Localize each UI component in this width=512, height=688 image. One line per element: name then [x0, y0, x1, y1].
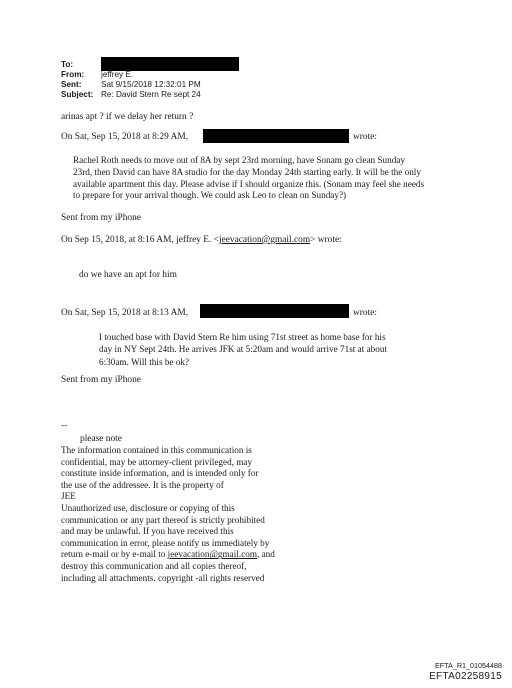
- quote1-line: available apartment this day. Please advise if I should organize this. (Sonam may feel she needs: [73, 178, 425, 189]
- redaction-quote3-sender: [200, 304, 349, 318]
- quote1-line: to prepare for your arrival though. We could ask Leo to clean on Sunday?): [73, 190, 347, 201]
- notice-line: including all attachments. copyright -all rights reserved: [61, 572, 265, 583]
- notice-line: communication in error, please notify us immediately by: [61, 537, 270, 548]
- sent-label: Sent:: [61, 80, 82, 89]
- redaction-to: [101, 57, 239, 71]
- quote3-line: I touched base with David Stern Re him using 71st street as home base for his: [99, 332, 386, 342]
- notice-line: constitute inside information, and is intended only for: [61, 468, 259, 479]
- redaction-quote1-sender: [203, 129, 349, 143]
- quote2-attribution: [61, 234, 342, 247]
- notice-line: [61, 549, 275, 561]
- quote1-line: Rachel Roth needs to move out of 8A by sept 23rd morning, have Sonam go clean Sunday: [73, 155, 405, 165]
- please-note: please note: [80, 434, 122, 444]
- quote3-line: day in NY Sept 24th. He arrives JFK at 5:20am and would arrive 71st at about: [99, 344, 387, 355]
- notice-line: JEE: [61, 491, 76, 502]
- email-link[interactable]: jeevacation@gmail.com: [167, 549, 257, 560]
- quote3-attribution: On Sat, Sep 15, 2018 at 8:13 AM,: [61, 308, 189, 318]
- signature-dashes: --: [61, 421, 68, 431]
- notice-line: Unauthorized use, disclosure or copying of this: [61, 502, 235, 513]
- notice-email-suffix: , and: [256, 549, 275, 560]
- notice-email-prefix: return e-mail or by e-mail to: [61, 549, 168, 560]
- notice-line: communication or any part thereof is strictly prohibited: [61, 514, 265, 525]
- notice-line: destroy this communication and all copies thereof,: [61, 560, 247, 571]
- sent-value: Sat 9/15/2018 12:32:01 PM: [101, 80, 201, 89]
- quote1-wrote: wrote:: [353, 132, 377, 142]
- notice-line: the use of the addressee. It is the property of: [61, 479, 224, 490]
- to-label: To:: [61, 60, 74, 69]
- quote3-wrote: wrote:: [353, 308, 377, 318]
- quote3-text: [99, 331, 387, 368]
- email-link[interactable]: jeevacation@gmail.com: [218, 235, 311, 245]
- from-value: jeffrey E.: [101, 70, 134, 79]
- document-id-r1: EFTA_R1_01054488: [435, 661, 502, 670]
- document-id: EFTA02258915: [429, 671, 502, 682]
- quote2-prefix: On Sep 15, 2018, at 8:16 AM, jeffrey E. <: [61, 235, 219, 245]
- reply-line: arinas apt ? if we delay her return ?: [61, 112, 194, 122]
- from-label: From:: [61, 70, 85, 79]
- quote1-line: 23rd, then David can have 8A studio for the day Monday 24th starting early. It will be the only: [73, 166, 421, 177]
- quote2-suffix: > wrote:: [310, 235, 342, 245]
- sent-from-iphone: Sent from my iPhone: [61, 375, 141, 385]
- notice-line: and may be unlawful. If you have received this: [61, 526, 234, 537]
- subject-value: Re: David Stern Re sept 24: [101, 90, 201, 99]
- notice-line: confidential, may be attorney-client privileged, may: [61, 456, 253, 467]
- quote1-text: [73, 155, 424, 202]
- subject-label: Subject:: [61, 90, 94, 99]
- notice-line: The information contained in this communication is: [61, 445, 252, 455]
- sent-from-iphone: Sent from my iPhone: [61, 213, 141, 223]
- confidentiality-notice: [61, 445, 275, 584]
- quote2-text: do we have an apt for him: [79, 270, 177, 280]
- quote3-line: 6:30am. Will this be ok?: [99, 356, 190, 367]
- quote1-attribution: On Sat, Sep 15, 2018 at 8:29 AM,: [61, 132, 189, 142]
